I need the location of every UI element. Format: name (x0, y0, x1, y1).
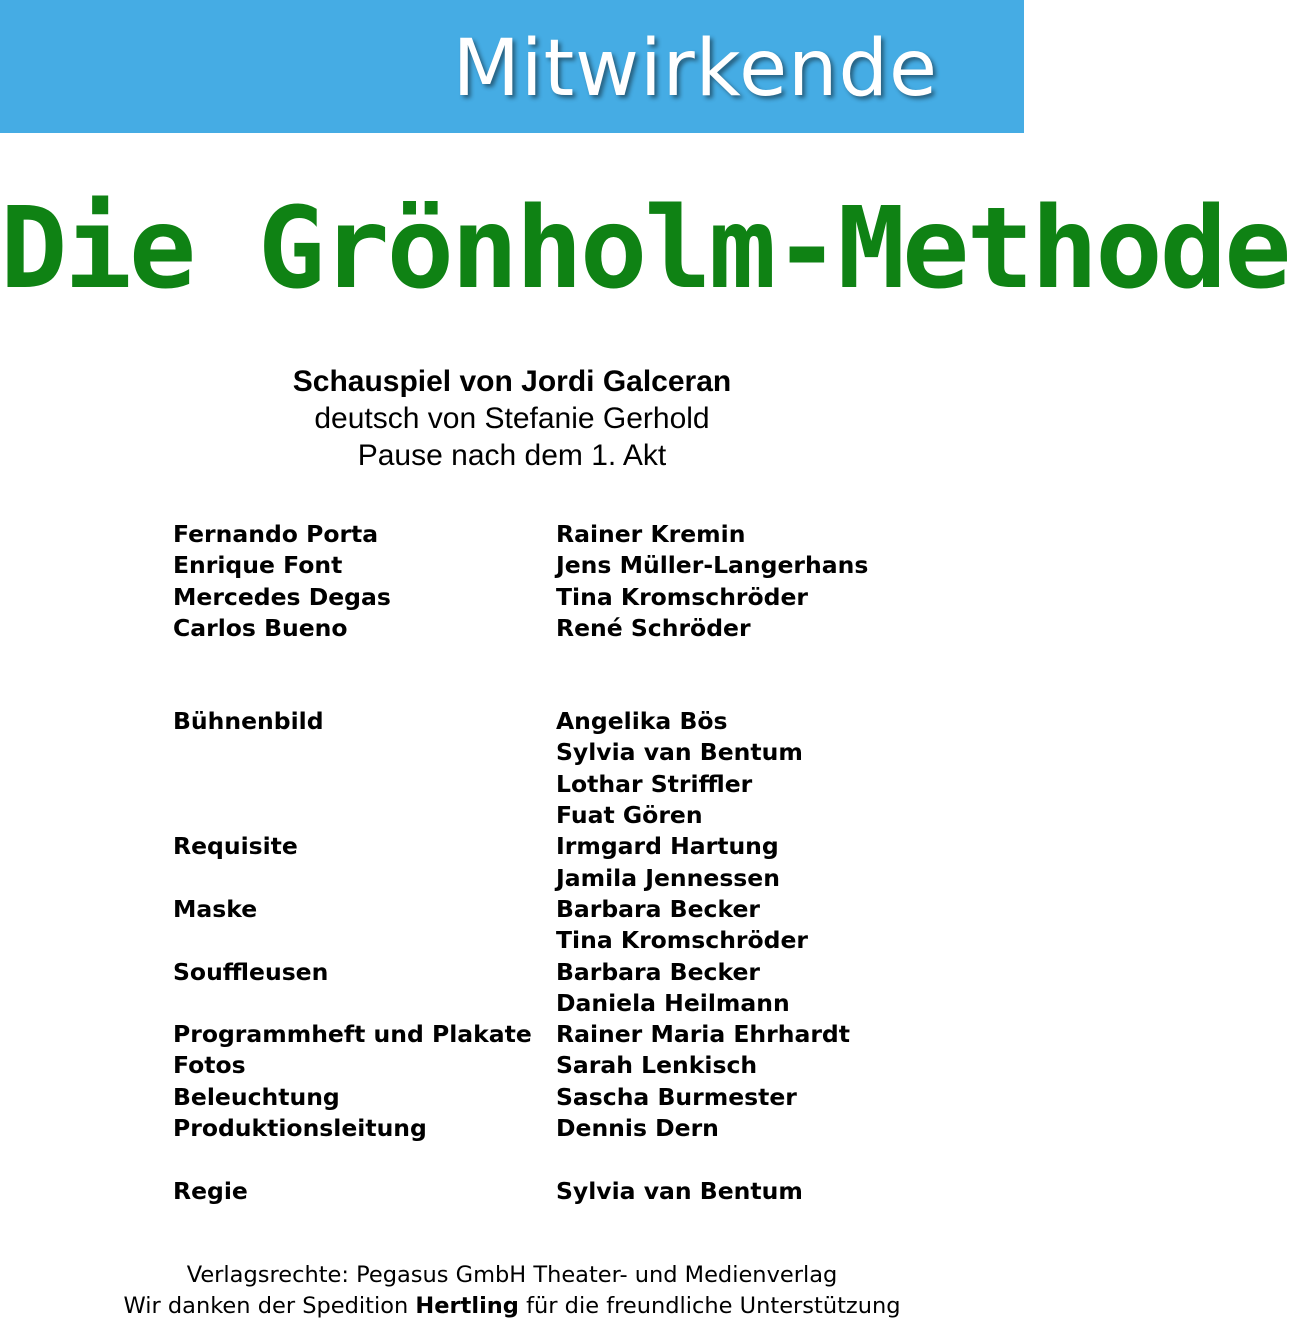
crew-name: Sarah Lenkisch (556, 1051, 758, 1080)
director-name: Sylvia van Bentum (556, 1176, 803, 1205)
cast-role: Carlos Bueno (173, 613, 348, 642)
crew-name: Irmgard Hartung (556, 832, 779, 861)
cast-name: René Schröder (556, 613, 751, 642)
crew-name: Jamila Jennessen (556, 863, 780, 892)
cast-name: Tina Kromschröder (556, 582, 809, 611)
crew-name: Tina Kromschröder (556, 926, 809, 955)
cast-row (173, 613, 893, 644)
cast-row (173, 519, 893, 550)
crew-role: Bühnenbild (173, 707, 324, 736)
crew-role: Requisite (173, 832, 298, 861)
footer-thanks (0, 1295, 1024, 1318)
cast-row (173, 582, 893, 613)
footer-rights: Verlagsrechte: Pegasus GmbH Theater- und Medienverlag (186, 1262, 838, 1288)
cast-name: Jens Müller-Langerhans (556, 551, 869, 580)
crew-row (173, 1050, 893, 1081)
crew-row (173, 737, 893, 768)
cast-row (173, 550, 893, 581)
spacer (173, 644, 893, 706)
crew-name: Fuat Gören (556, 801, 703, 830)
crew-role: Fotos (173, 1051, 246, 1080)
crew-row (173, 894, 893, 925)
subtitle-author: Schauspiel von Jordi Galceran (292, 365, 732, 398)
banner-title: Mitwirkende (452, 24, 938, 114)
crew-role: Programmheft und Plakate (173, 1020, 532, 1049)
crew-name: Dennis Dern (556, 1114, 719, 1143)
crew-name: Sascha Burmester (556, 1082, 797, 1111)
director-role: Regie (173, 1176, 248, 1205)
crew-row (173, 925, 893, 956)
crew-name: Rainer Maria Ehrhardt (556, 1020, 850, 1049)
crew-name: Barbara Becker (556, 957, 760, 986)
crew-row (173, 800, 893, 831)
header-banner (0, 0, 1024, 133)
cast-name: Rainer Kremin (556, 520, 746, 548)
spacer (173, 1144, 893, 1175)
subtitle-translation: deutsch von Stefanie Gerhold (314, 402, 710, 435)
crew-role: Beleuchtung (173, 1082, 340, 1111)
crew-row (173, 863, 893, 894)
crew-row (173, 1019, 893, 1050)
crew-name: Daniela Heilmann (556, 988, 790, 1017)
thanks-after: für die freundliche Unterstützung (526, 1293, 901, 1319)
cast-role: Fernando Porta (173, 520, 379, 548)
cast-role: Mercedes Degas (173, 582, 391, 611)
crew-name: Angelika Bös (556, 707, 728, 736)
credits-list (173, 519, 893, 1207)
play-title: Die Grönholm-Methode (0, 184, 1289, 314)
crew-role: Maske (173, 894, 258, 923)
crew-row (173, 1113, 893, 1144)
crew-role: Produktionsleitung (173, 1114, 427, 1143)
crew-row (173, 957, 893, 988)
director-row (173, 1176, 893, 1207)
crew-name: Sylvia van Bentum (556, 738, 803, 767)
crew-row (173, 831, 893, 862)
crew-row (173, 769, 893, 800)
subtitle-pause: Pause nach dem 1. Akt (357, 439, 667, 472)
crew-row (173, 988, 893, 1019)
thanks-before: Wir danken der Spedition (123, 1293, 409, 1319)
crew-name: Lothar Striffler (556, 769, 753, 798)
thanks-company: Hertling (415, 1293, 519, 1319)
crew-row (173, 706, 893, 737)
crew-role: Souffleusen (173, 957, 329, 986)
crew-row (173, 1082, 893, 1113)
crew-name: Barbara Becker (556, 894, 760, 923)
cast-role: Enrique Font (173, 551, 343, 580)
